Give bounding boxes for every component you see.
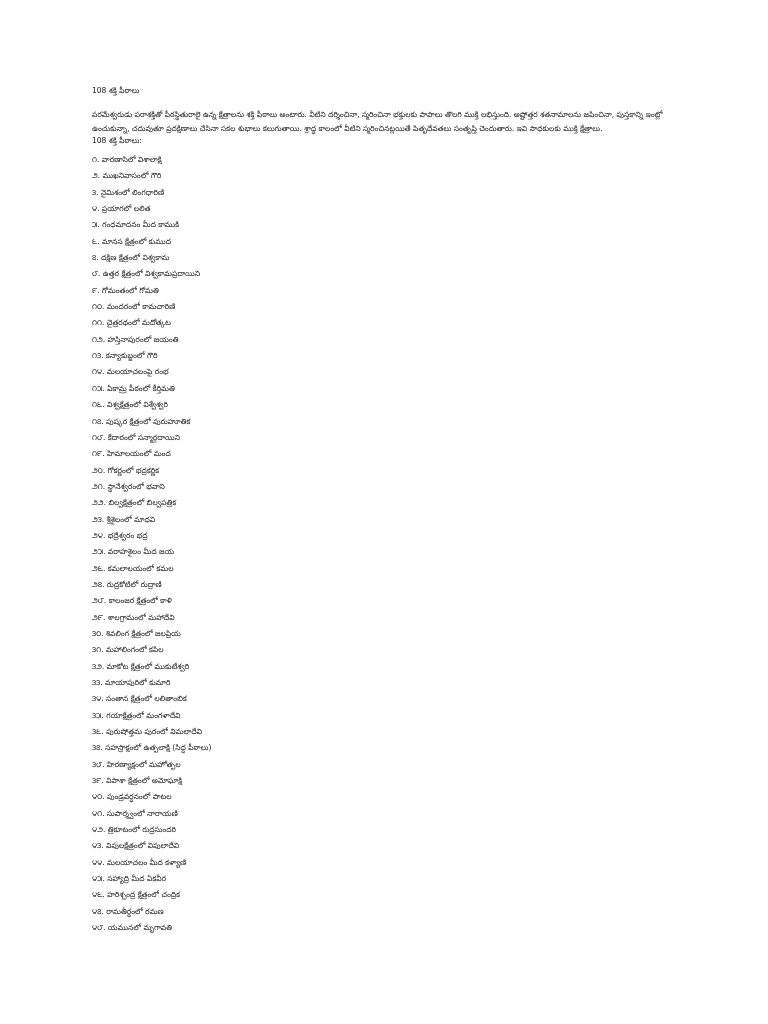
list-item: ౨౧. స్థానేశ్వరంలో భవాని (92, 481, 165, 491)
list-item: ౪౦. పుండ్రవర్ధనంలో పాటల (92, 792, 172, 802)
list-item: ౯. గోమంతంలో గోమతి (92, 285, 159, 295)
list-item: ౪౭. రామతీర్థంలో రమణ (92, 906, 164, 916)
list-item: ౩౧. మహాలింగంలో కపిల (92, 645, 164, 655)
list-item: ౩౦. శివలింగ క్షేత్రంలో జలప్రియ (92, 628, 181, 638)
list-item: ౨౭. రుద్రకోటిలో రుద్రాణి (92, 579, 162, 589)
list-item: ౨౯. శాలగ్రామంలో మహాదేవి (92, 612, 175, 622)
list-item: ౨౬. కమలాలయంలో కమల (92, 563, 174, 573)
list-item: ౪. ప్రయాగలో లలిత (92, 204, 151, 214)
list-item: ౧౨. హస్తినాపురంలో జయంతి (92, 334, 179, 344)
list-item: ౪౪. మలయాచలం మీద కళ్యాణి (92, 857, 187, 867)
list-item: ౪౮. యమునలో మృగావతి (92, 923, 172, 933)
list-item: ౨. ముఖనివాసంలో గౌరి (92, 171, 162, 181)
document-page (92, 86, 692, 937)
list-item: ౩౬. పురుషోత్తమ పురంలో విమలాదేవి (92, 727, 202, 737)
list-item: ౩౨. మాకోట క్షేత్రంలో ముకుటేశ్వరి (92, 661, 190, 671)
list-item: ౫. గంధమాదనం మీద కాముకి (92, 220, 179, 230)
list-item: ౨౮. కాలంజర క్షేత్రంలో కాళి (92, 596, 172, 606)
list-item: ౩౫. గయాక్షేత్రంలో మంగళాదేవి (92, 710, 181, 720)
list-item: ౧. వారణాసిలో విశాలాక్షి (92, 155, 162, 164)
shakti-peetha-list (92, 152, 692, 937)
list-item: ౨౪. భద్రేశ్వరం భద్ర (92, 530, 148, 540)
list-item: ౬. మానస క్షేత్రంలో కుముద (92, 236, 172, 246)
list-item: ౨౨. బిల్వక్షేత్రంలో బిల్వపత్రిక (92, 498, 177, 508)
list-item: ౧౦. మందరంలో కామచారిణి (92, 302, 176, 312)
list-item: ౧౪. మలయాచలంపై రంభ (92, 367, 169, 377)
list-item: ౪౫. సహ్యాద్రి మీద ఏకవీర (92, 874, 167, 884)
list-item: ౮. ఉత్తర క్షేత్రంలో విశ్వకామప్రదాయిని (92, 269, 201, 279)
list-item: ౨౦. గోకర్ణంలో భద్రకర్ణిక (92, 465, 160, 475)
list-item: ౩౭. సహస్రాక్షంలో ఉత్పలాక్షి (సిద్ధ పీఠాలు) (92, 743, 212, 753)
list-item: ౨౩. శ్రీశైలంలో మాధవి (92, 514, 156, 524)
list-item: ౧౬. విశ్వక్షేత్రంలో విశ్వేశ్వరి (92, 400, 168, 410)
intro-paragraph: పరమేశ్వరుడు పరాశక్తితో పీఠస్థితురాలై ఉన్న క్షేత్రాలను శక్తి పీఠాలు అంటారు. వీటిని దర్శించినా, స్మరించినా భక్తులకు పాపాలు తొలగి ముక్తి లభిస్తుంది. అష్టోత్తర శతనామాలను జపించినా, పుస్తకాన్ని ఇంట్లో ఉంచుకున్నా, చదువుతూ ప్రదక్షిణాలు చేసినా సకల శుభాలు కలుగుతాయి. శ్రాద్ధ కాలంలో వీటిని స్మరించినట్లయితే పితృదేవతలు సంతృప్తి చెందుతారు. ఇవి సాధకులకు ముక్తి క్షేత్రాలు. (92, 110, 663, 133)
list-item: ౩౩. మాయాపురిలో కుమారి (92, 678, 171, 687)
list-item: ౩౯. విపాశా క్షేత్రంలో అమోఘాక్షి (92, 776, 183, 786)
list-item: ౭. దక్షిణ క్షేత్రంలో విశ్వకామ (92, 253, 170, 263)
list-item: ౪౩. విపులక్షేత్రంలో విపులాదేవి (92, 841, 180, 851)
list-item: ౨౫. వరాహశైలం మీద జయ (92, 547, 175, 557)
list-item: ౩౪. సంతాన క్షేత్రంలో లలితాంబిక (92, 694, 187, 704)
document-title: 108 శక్తి పీఠాలు (92, 86, 140, 95)
list-item: ౧౭. పుష్కర క్షేత్రంలో పురుహూతిక (92, 416, 191, 426)
list-item: ౧౧. చైత్రరథంలో మదోత్కట (92, 318, 171, 328)
list-item: ౧౩. కన్యాకుబ్జంలో గౌరి (92, 351, 158, 361)
list-item: ౪౧. సుపార్శ్వంలో నారాయణి (92, 808, 178, 818)
list-item: ౪౨. త్రికూటంలో రుద్రసుందరి (92, 825, 176, 835)
list-item: ౧౮. కేదారంలో సన్మార్గదాయిని (92, 432, 180, 442)
list-heading: 108 శక్తి పీఠాలు: (92, 136, 142, 145)
list-item: ౪౬. హరిశ్చంద్ర క్షేత్రంలో చంద్రిక (92, 890, 181, 900)
list-item: ౧౯. హిమాలయంలో మంద (92, 449, 171, 459)
list-item: ౩. నైమిశంలో లింగధారిణి (92, 187, 165, 197)
list-item: ౧౫. ఏకామ్ర పీఠంలో కీర్తిమతి (92, 383, 175, 393)
list-item: ౩౮. హిరణ్యాక్షంలో మహోత్పల (92, 759, 181, 769)
